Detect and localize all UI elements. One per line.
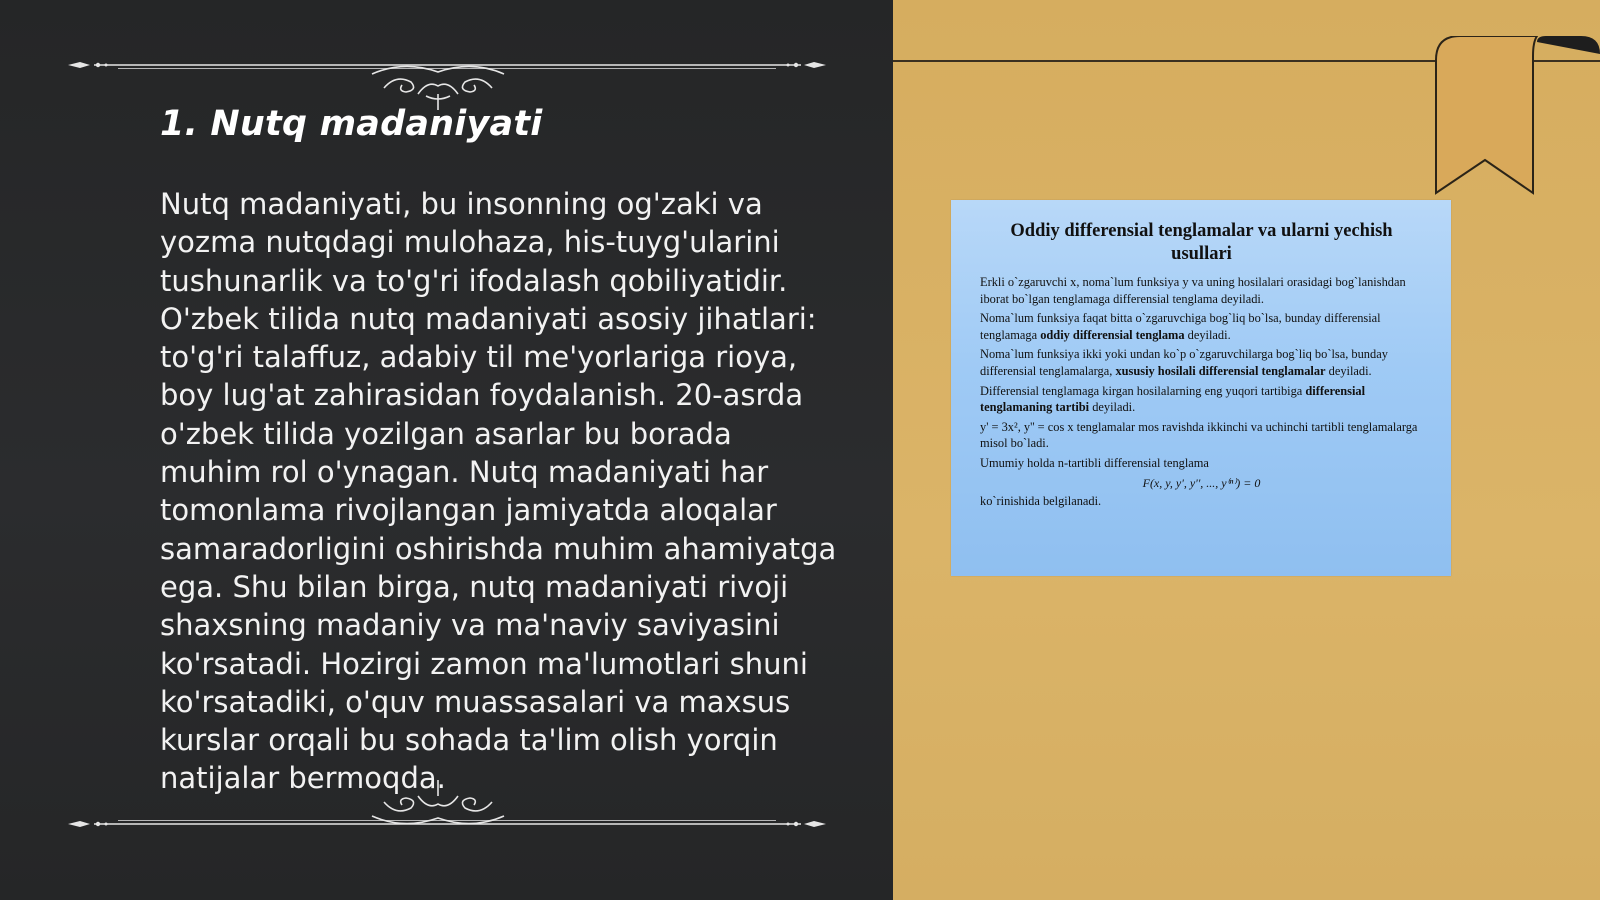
document-title: Oddiy differensial tenglamalar va ularni yechish usullari [1010, 221, 1393, 264]
slide-title: 1. Nutq madaniyati [160, 104, 543, 144]
document-formula: F(x, y, y', y'', ..., y⁽ⁿ⁾) = 0 [1142, 475, 1261, 490]
document-screenshot [951, 200, 1451, 576]
document-paragraph: Noma`lum funksiya faqat bitta o`zgaruvchiga bog`liq bo`lsa, bunday differensial tenglamaga oddiy differensial tenglama deyiladi. [980, 311, 1381, 342]
document-paragraph: Umumiy holda n-tartibli differensial tenglama [980, 455, 1209, 470]
document-paragraph: Erkli o`zgaruvchi x, noma`lum funksiya y va uning hosilalari orasidagi bog`lanishdan iborat bo`lgan tenglamaga differensial tenglama deyiladi. [980, 275, 1406, 306]
document-paragraph: y' = 3x², y'' = cos x tenglamalar mos ravishda ikkinchi va uchinchi tartibli tenglamalarga misol bo`ladi. [980, 419, 1418, 451]
document-paragraph: Noma`lum funksiya ikki yoki undan ko`p o`zgaruvchilarga bog`liq bo`lsa, bunday differensial tenglamalarga, xususiy hosilali differensial tenglamalar deyiladi. [980, 347, 1388, 378]
ribbon-bookmark-icon [1434, 36, 1600, 201]
document-paragraph: Differensial tenglamaga kirgan hosilalarning eng yuqori tartibiga differensial tenglamaning tartibi deyiladi. [980, 383, 1366, 415]
bottom-ornament-divider-icon [66, 780, 828, 840]
slide-body-text: Nutq madaniyati, bu insonning og'zaki va yozma nutqdagi mulohaza, his-tuyg'ularini tushunarlik va to'g'ri ifodalash qobiliyatidir. O'zbek tilida nutq madaniyati asosiy jihatlari: to'g'ri talaffuz, adabiy til me'yorlariga rioya, boy lug'at zahirasidan foydalanish. 20-asrda o'zbek tilida yozilgan asarlar bu borada muhim rol o'ynagan. Nutq madaniyati har tomonlama rivojlangan jamiyatda aloqalar samaradorligini oshirishda muhim ahamiyatga ega. Shu bilan birga, nutq madaniyati rivoji shaxsning madaniy va ma'naviy saviyasini ko'rsatadi. Hozirgi zamon ma'lumotlari shuni ko'rsatadiki, o'quv muassasalari va maxsus kurslar orqali bu sohada ta'lim olish yorqin natijalar bermoqda. [160, 187, 837, 796]
document-paragraph: ko`rinishida belgilanadi. [980, 493, 1102, 508]
